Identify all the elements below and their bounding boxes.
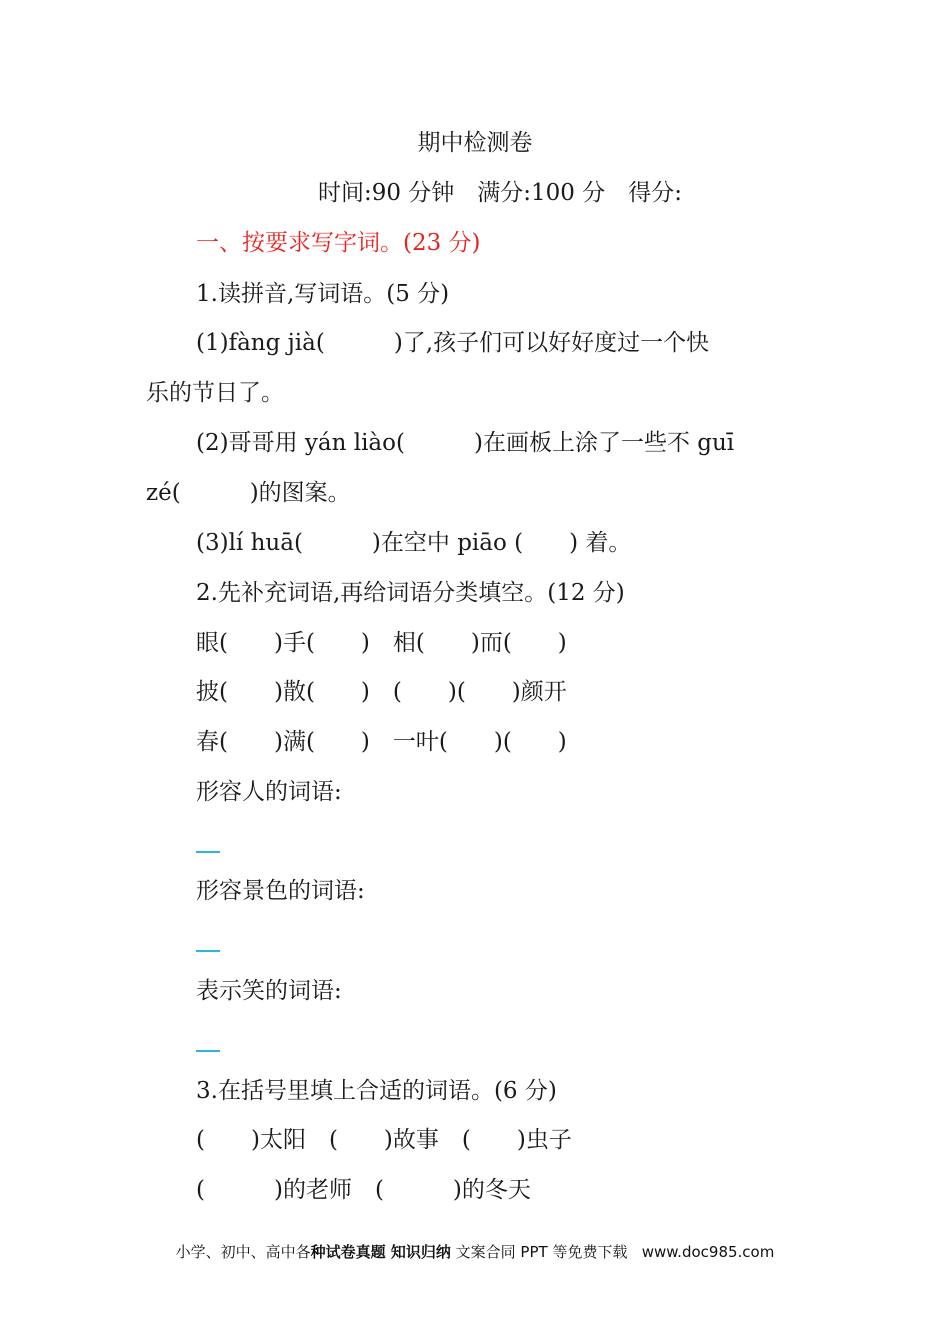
footer-banner [0, 1240, 950, 1264]
q3-row: ( )的老师 ( )的冬天 [196, 1177, 531, 1203]
q1-item2-line1: (2)哥哥用 yán liào( )在画板上涂了一些不 guī [196, 430, 735, 456]
q2-heading: 2.先补充词语,再给词语分类填空。(12 分) [196, 580, 625, 606]
q1-item1-line2: 乐的节日了。 [146, 380, 284, 406]
category-label-people: 形容人的词语: [196, 779, 342, 805]
footer-text-1: 小学、初中、高中各 [175, 1243, 311, 1261]
q1-item1-line1: (1)fàng jià( )了,孩子们可以好好度过一个快 [196, 330, 710, 356]
section1-heading: 一、按要求写字词。(23 分) [196, 230, 481, 256]
q3-heading: 3.在括号里填上合适的词语。(6 分) [196, 1078, 557, 1104]
page-title: 期中检测卷 [417, 130, 533, 156]
category-label-smile: 表示笑的词语: [196, 978, 342, 1004]
footer-text-2: 种试卷真题 知识归纳 [310, 1243, 451, 1261]
answer-line[interactable] [196, 851, 220, 853]
q2-row: 眼( )手( ) 相( )而( ) [196, 630, 567, 656]
footer-text-3: 文案合同 PPT 等免费下载 [450, 1243, 628, 1261]
q3-row: ( )太阳 ( )故事 ( )虫子 [196, 1127, 572, 1153]
q1-item3: (3)lí huā( )在空中 piāo ( ) 着。 [196, 530, 632, 556]
answer-line[interactable] [196, 1050, 220, 1052]
category-label-scenery: 形容景色的词语: [196, 878, 365, 904]
q1-item2-line2: zé( )的图案。 [146, 480, 351, 506]
q1-heading: 1.读拼音,写词语。(5 分) [196, 281, 450, 307]
footer-link[interactable]: www.doc985.com [627, 1243, 775, 1261]
answer-line[interactable] [196, 950, 220, 952]
q2-row: 春( )满( ) 一叶( )( ) [196, 729, 567, 755]
q2-row: 披( )散( ) ( )( )颜开 [196, 679, 567, 705]
exam-meta: 时间:90 分钟 满分:100 分 得分: [317, 180, 683, 206]
